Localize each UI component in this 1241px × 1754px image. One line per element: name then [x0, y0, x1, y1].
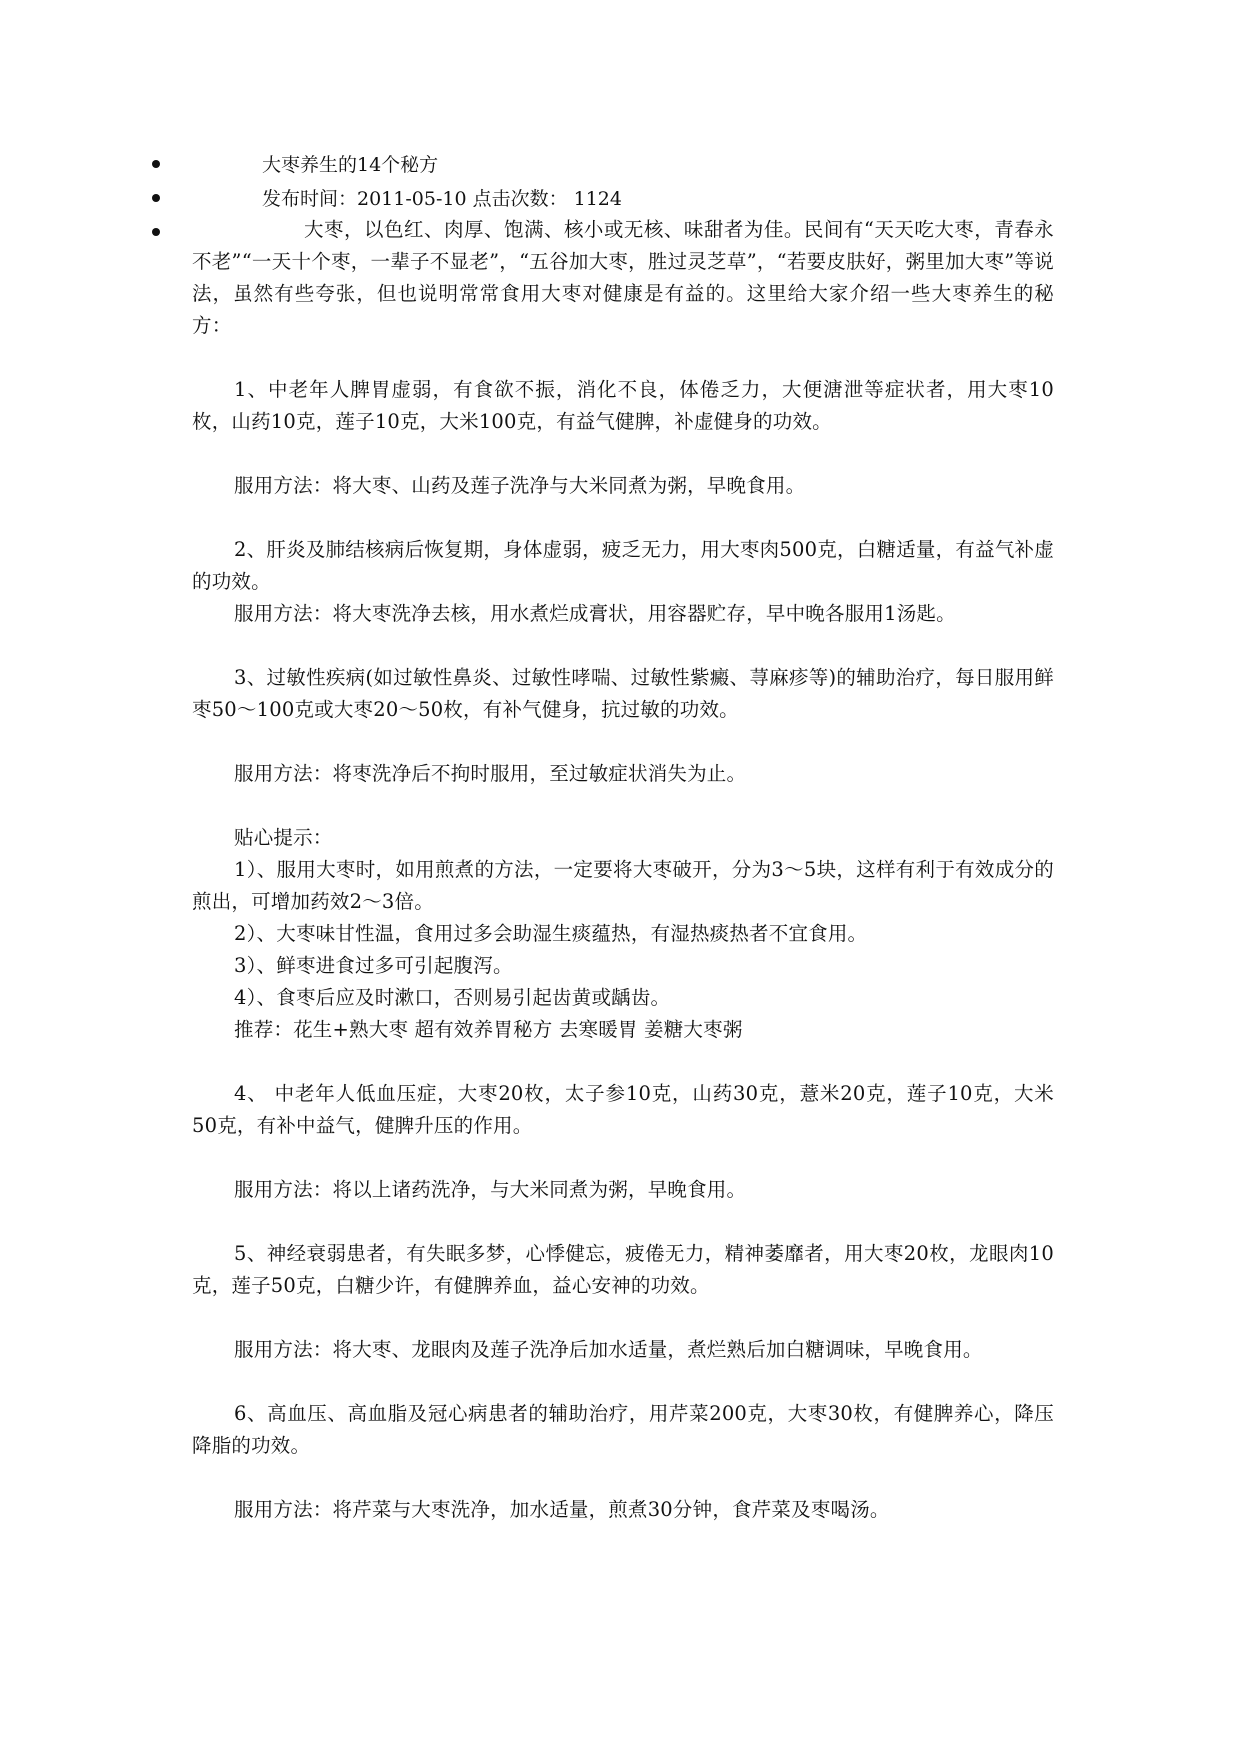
tip-item: 1）、服用大枣时，如用煎煮的方法，一定要将大枣破开，分为3～5块，这样有利于有效成分的煎出，可增加药效2～3倍。 [192, 858, 1054, 913]
bullet-icon [152, 228, 160, 236]
recipe-2-method: 服用方法：将大枣洗净去核，用水煮烂成膏状，用容器贮存，早中晚各服用1汤匙。 [234, 602, 956, 625]
recipe-6-text: 6、高血压、高血脂及冠心病患者的辅助治疗，用芹菜200克，大枣30枚，有健脾养心，降压降脂的功效。 [192, 1402, 1054, 1457]
tips-title: 贴心提示： [234, 826, 333, 849]
bullet-icon [152, 160, 160, 168]
tip-item: 2）、大枣味甘性温，食用过多会助湿生痰蕴热，有湿热痰热者不宜食用。 [234, 922, 868, 945]
recipe-6-method: 服用方法：将芹菜与大枣洗净，加水适量，煎煮30分钟，食芹菜及枣喝汤。 [234, 1498, 890, 1521]
recipe-1-text: 1、中老年人脾胃虚弱，有食欲不振，消化不良，体倦乏力，大便溏泄等症状者，用大枣10枚，山药10克，莲子10克，大米100克，有益气健脾，补虚健身的功效。 [192, 378, 1054, 433]
recipe-4-text: 4、 中老年人低血压症，大枣20枚，太子参10克，山药30克，薏米20克，莲子10克，大米50克，有补中益气，健脾升压的作用。 [192, 1082, 1054, 1137]
article-title: 大枣养生的14个秘方 [262, 154, 439, 176]
recipe-2-text: 2、肝炎及肺结核病后恢复期，身体虚弱，疲乏无力，用大枣肉500克，白糖适量，有益气补虚的功效。 [192, 538, 1054, 593]
publish-meta: 发布时间：2011-05-10 点击次数： 1124 [262, 188, 622, 210]
intro-paragraph: 大枣，以色红、肉厚、饱满、核小或无核、味甜者为佳。民间有“天天吃大枣，青春永不老”“一天十个枣，一辈子不显老”，“五谷加大枣，胜过灵芝草”，“若要皮肤好，粥里加大枣”等说法，虽然有些夸张，但也说明常常食用大枣对健康是有益的。这里给大家介绍一些大枣养生的秘方： [192, 218, 1054, 337]
recipe-5-text: 5、神经衰弱患者，有失眠多梦，心悸健忘，疲倦无力，精神萎靡者，用大枣20枚，龙眼肉10克，莲子50克，白糖少许，有健脾养血，益心安神的功效。 [192, 1242, 1054, 1297]
tip-item: 4）、食枣后应及时漱口，否则易引起齿黄或龋齿。 [234, 986, 671, 1009]
recipe-3-text: 3、过敏性疾病(如过敏性鼻炎、过敏性哮喘、过敏性紫癜、荨麻疹等)的辅助治疗，每日服用鲜枣50～100克或大枣20～50枚，有补气健身，抗过敏的功效。 [192, 666, 1054, 721]
tip-item: 3）、鲜枣进食过多可引起腹泻。 [234, 954, 513, 977]
recipe-1-method: 服用方法：将大枣、山药及莲子洗净与大米同煮为粥，早晚食用。 [234, 474, 806, 497]
recipe-4-method: 服用方法：将以上诸药洗净，与大米同煮为粥，早晚食用。 [234, 1178, 747, 1201]
bullet-icon [152, 194, 160, 202]
article-body [192, 214, 1054, 1526]
recipe-5-method: 服用方法：将大枣、龙眼肉及莲子洗净后加水适量，煮烂熟后加白糖调味，早晚食用。 [234, 1338, 983, 1361]
recipe-3-method: 服用方法：将枣洗净后不拘时服用，至过敏症状消失为止。 [234, 762, 747, 785]
recommend-line: 推荐：花生+熟大枣 超有效养胃秘方 去寒暖胃 姜糖大枣粥 [234, 1018, 743, 1041]
